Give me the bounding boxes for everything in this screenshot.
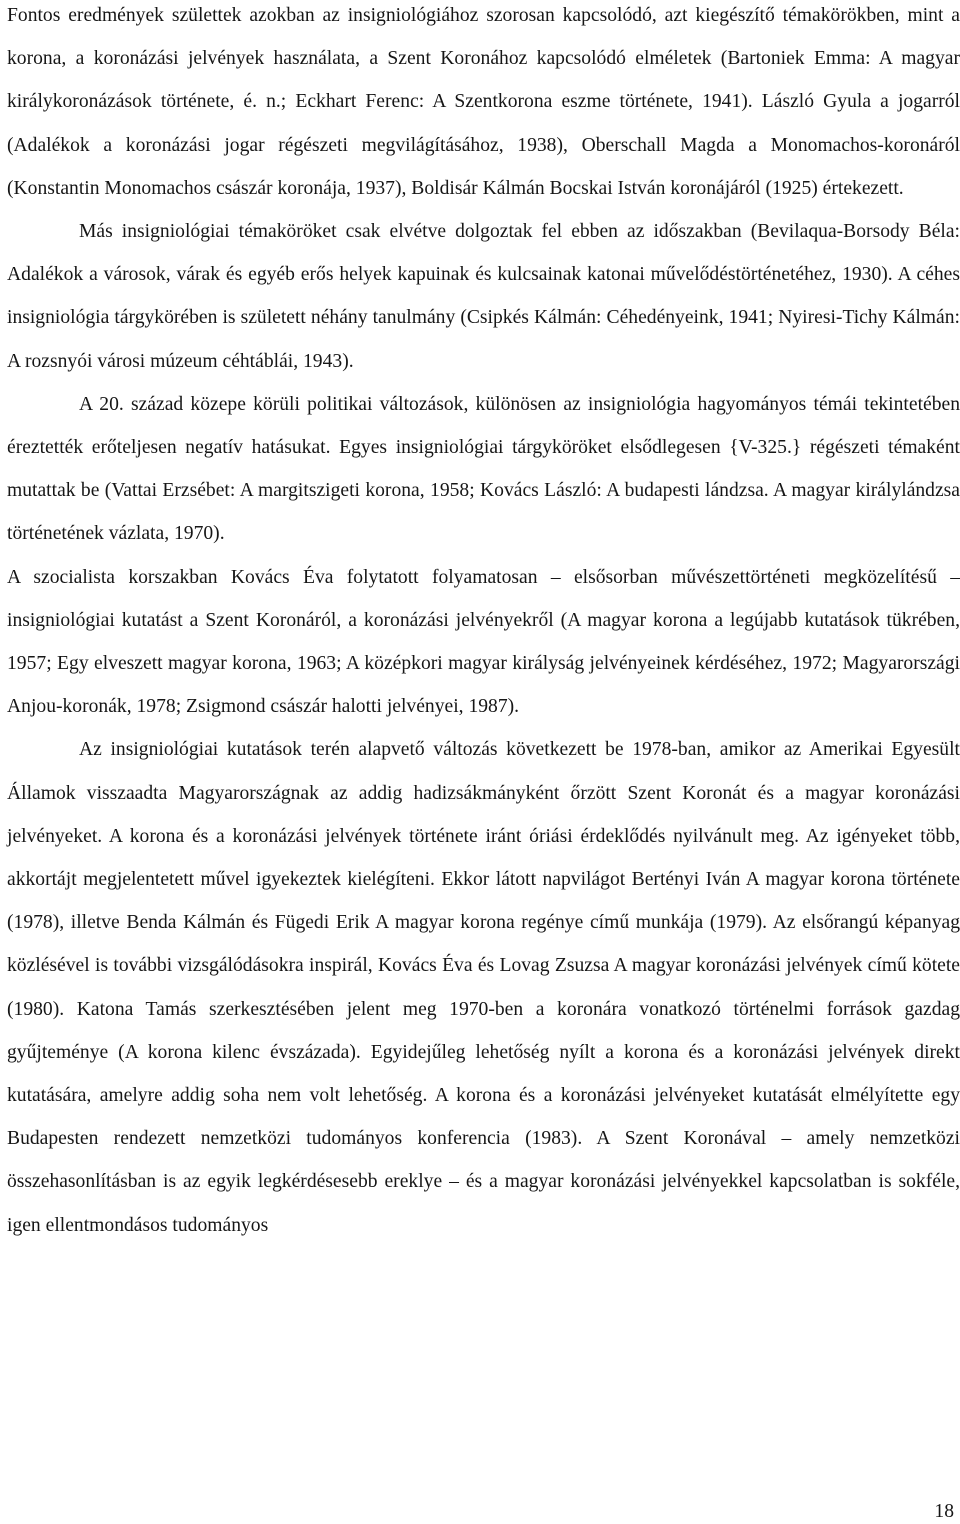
- paragraph-5: Az insigniológiai kutatások terén alapvető változás következett be 1978-ban, amikor az Amerikai Egyesült Államok visszaadta Magyarországnak az addig hadizsákmányként őrzött Szent Koronát és a magyar koronázási jelvényeket. A korona és a koronázási jelvények története iránt óriási érdeklődés nyilvánult meg. Az igényeket több, akkortájt megjelentetett művel igyekeztek kielégíteni. Ekkor látott napvilágot Bertényi Iván A magyar korona története (1978), illetve Benda Kálmán és Fügedi Erik A magyar korona regénye című munkája (1979). Az elsőrangú képanyag közlésével is további vizsgálódásokra inspirál, Kovács Éva és Lovag Zsuzsa A magyar koronázási jelvények című kötete (1980). Katona Tamás szerkesztésében jelent meg 1970-ben a koronára vonatkozó történelmi források gazdag gyűjteménye (A korona kilenc évszázada). Egyidejűleg lehetőség nyílt a korona és a koronázási jelvények direkt kutatására, amelyre addig soha nem volt lehetőség. A korona és a koronázási jelvényeket kutatását elmélyítette egy Budapesten rendezett nemzetközi tudományos konferencia (1983). A Szent Koronával – amely nemzetközi összehasonlításban is az egyik legkérdésesebb ereklye – és a magyar koronázási jelvényekkel kapcsolatban is sokféle, igen ellentmondásos tudományos: [7, 739, 960, 1236]
- paragraph-1: Fontos eredmények születtek azokban az insigniológiához szorosan kapcsolódó, azt kiegészítő témakörökben, mint a korona, a koronázási jelvények használata, a Szent Koronához kapcsolódó elméletek (Bartoniek Emma: A magyar királykoronázások története, é. n.; Eckhart Ferenc: A Szentkorona eszme története, 1941). László Gyula a jogarról (Adalékok a koronázási jogar régészeti megvilágításához, 1938), Oberschall Magda a Monomachos-koronáról (Konstantin Monomachos császár koronája, 1937), Boldisár Kálmán Bocskai István koronájáról (1925) értekezett.: [7, 5, 960, 199]
- paragraph-4: A szocialista korszakban Kovács Éva folytatott folyamatosan – elsősorban művészettörténeti megközelítésű – insigniológiai kutatást a Szent Koronáról, a koronázási jelvényekről (A magyar korona a legújabb kutatások tükrében, 1957; Egy elveszett magyar korona, 1963; A középkori magyar királyság jelvényeinek kérdéséhez, 1972; Magyarországi Anjou-koronák, 1978; Zsigmond császár halotti jelvényei, 1987).: [7, 566, 960, 718]
- page-number: 18: [934, 1501, 954, 1522]
- paragraph-3: A 20. század közepe körüli politikai változások, különösen az insigniológia hagyományos témái tekintetében éreztették erőteljesen negatív hatásukat. Egyes insigniológiai tárgyköröket elsődlegesen {V-325.} régészeti témaként mutattak be (Vattai Erzsébet: A margitszigeti korona, 1958; Kovács László: A budapesti lándzsa. A magyar királylándzsa történetének vázlata, 1970).: [7, 393, 960, 545]
- body-text: [7, 0, 960, 1247]
- paragraph-2: Más insigniológiai témaköröket csak elvétve dolgoztak fel ebben az időszakban (Bevilaqua-Borsody Béla: Adalékok a városok, várak és egyéb erős helyek kapuinak és kulcsainak katonai művelődéstörténetéhez, 1930). A céhes insigniológia tárgykörében is született néhány tanulmány (Csipkés Kálmán: Céhedényeink, 1941; Nyiresi-Tichy Kálmán: A rozsnyói városi múzeum céhtáblái, 1943).: [7, 221, 960, 372]
